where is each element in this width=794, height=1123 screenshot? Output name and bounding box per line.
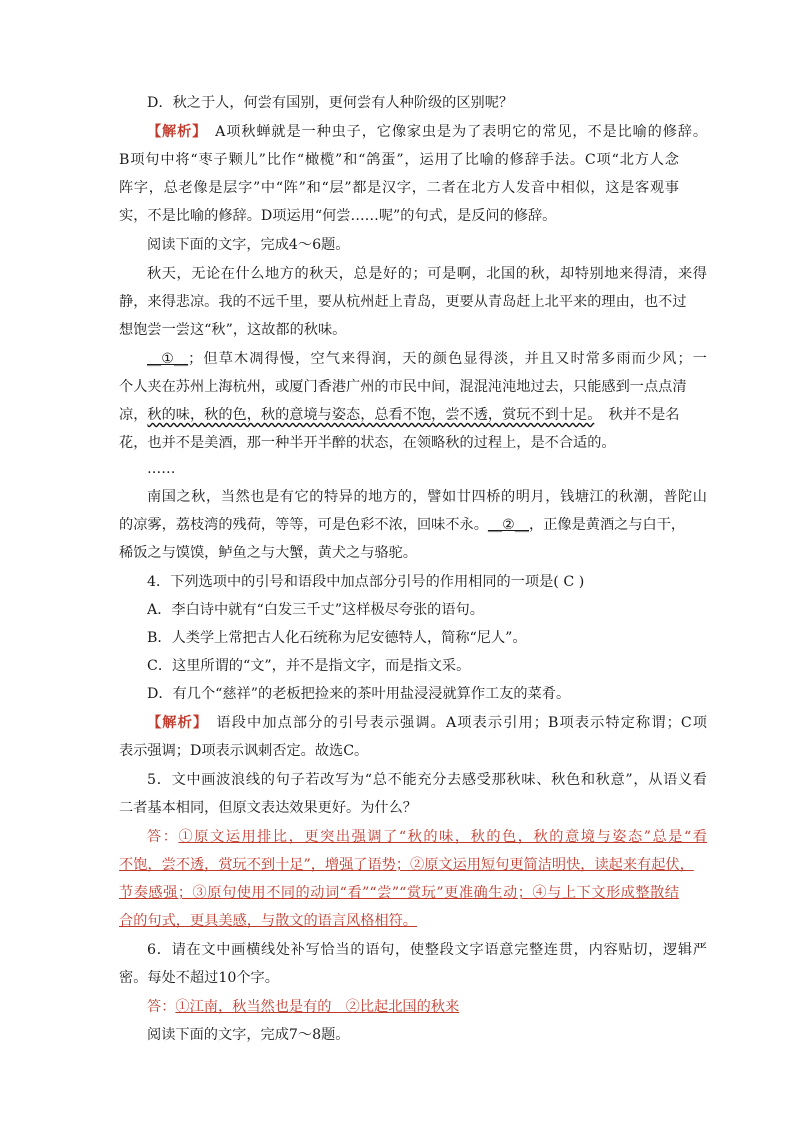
blank-1: __①__ <box>147 351 189 367</box>
option-text: C．这里所谓的“文”，并不是指文字，而是指文采。 <box>147 658 471 674</box>
passage-text: 稀饭之与馍馍，鲈鱼之与大蟹，黄犬之与骆驼。 <box>119 545 417 561</box>
passage-text: 南国之秋，当然也是有它的特异的地方的，譬如廿四桥的明月，钱塘江的秋潮，普陀山 <box>147 489 707 505</box>
analysis-text: 实，不是比喻的修辞。D项运用“何尝……呢”的句式，是反问的修辞。 <box>119 208 557 224</box>
option-text: A．李白诗中就有“白发三千丈”这样极尽夸张的语句。 <box>147 602 484 618</box>
analysis-text: B项句中将“枣子颗儿”比作“橄榄”和“鸽蛋”，运用了比喻的修辞手法。C项“北方人念 <box>119 152 679 168</box>
passage-line <box>119 404 679 426</box>
passage-line <box>119 376 687 398</box>
question-4-stem <box>119 571 707 593</box>
passage-text: 静，来得悲凉。我的不远千里，要从杭州赶上青岛，更要从青岛赶上北平来的理由，也不过 <box>119 294 687 310</box>
analysis-1-line <box>119 121 707 143</box>
passage-line <box>119 263 707 285</box>
analysis-4-line <box>119 205 679 227</box>
instruction-text: 阅读下面的文字，完成4～6题。 <box>147 237 350 253</box>
question-6-stem <box>119 967 679 989</box>
analysis-text: 语段中加点部分的引号表示强调。A项表示引用；B项表示特定称谓；C项 <box>216 715 707 731</box>
analysis-text: 表示强调；D项表示讽刺否定。故选C。 <box>119 743 369 759</box>
passage-text: 凉， <box>119 407 148 423</box>
option-text: D．有几个“慈祥”的老板把捡来的茶叶用盐浸浸就算作工友的菜肴。 <box>147 686 571 702</box>
passage-line <box>119 348 707 370</box>
option-text: B．人类学上常把古人化石统称为尼安德特人，简称“尼人”。 <box>147 630 527 646</box>
passage-text: ，正像是黄酒之与白干， <box>529 517 686 533</box>
answer-text: ①原文运用排比，更突出强调了“秋的味，秋的色，秋的意境与姿态”总是“看 <box>178 829 707 845</box>
analysis-3-line <box>119 177 679 199</box>
passage-text: 花，也并不是美酒，那一种半开半醉的状态，在领略秋的过程上，是不合适的。 <box>119 435 616 451</box>
passage-text: 秋并不是名 <box>608 407 680 423</box>
passage-text: 想饱尝一尝这“秋”，这故都的秋味。 <box>119 322 347 338</box>
answer-text: 合的句式，更具美感，与散文的语言风格相符。 <box>119 913 417 929</box>
answer-label: 答： <box>147 829 179 845</box>
passage-text: 个人夹在苏州上海杭州，或厦门香港广州的市民中间，混混沌沌地过去，只能感到一点点清 <box>119 379 687 395</box>
analysis-text: 阵字，总老像是层字”中“阵”和“层”都是汉字，二者在北方人发音中相似，这是客观事 <box>119 180 679 196</box>
answer-6-line <box>119 996 707 1018</box>
answer-text: 不饱，尝不透，赏玩不到十足”，增强了语势；②原文运用短句更简洁明快，读起来有起伏， <box>119 857 694 873</box>
instruction-text: 阅读下面的文字，完成7～8题。 <box>147 1027 350 1043</box>
question-text: 二者基本相同，但原文表达效果更好。为什么？ <box>119 800 417 816</box>
passage-text: 秋天，无论在什么地方的秋天，总是好的；可是啊，北国的秋，却特别地来得清，来得 <box>147 266 707 282</box>
blank-2: __②__ <box>487 517 529 533</box>
answer-5-line <box>119 854 694 876</box>
passage-line <box>119 486 707 508</box>
answer-5-line <box>119 826 707 848</box>
question-5-stem <box>119 769 707 791</box>
passage-line <box>119 432 679 454</box>
analysis-2-line <box>119 149 679 171</box>
option-d-text: D．秋之于人，何尝有国别，更何尝有人种阶级的区别呢？ <box>147 95 514 111</box>
passage-text: 的凉雾，荔枝湾的残荷，等等，可是色彩不浓，回味不永。 <box>119 517 488 533</box>
question-6-stem <box>119 939 707 961</box>
question-text: 4．下列选项中的引号和语段中加点部分引号的作用相同的一项是( C ) <box>147 574 585 590</box>
wavy-underlined-sentence: 秋的味，秋的色，秋的意境与姿态，总看不饱，尝不透，赏玩不到十足。 <box>147 407 595 423</box>
ellipsis-line <box>119 458 707 480</box>
reading-instruction <box>119 1024 707 1046</box>
question-4-option-c <box>119 655 707 677</box>
question-4-option-a <box>119 599 707 621</box>
answer-label: 答： <box>147 999 176 1015</box>
ellipsis: …… <box>147 461 176 477</box>
question-4-option-b <box>119 627 707 649</box>
option-d-line <box>119 92 707 114</box>
passage-line <box>119 319 679 341</box>
answer-5-line <box>119 882 679 904</box>
reading-instruction <box>119 234 707 256</box>
passage-line <box>119 514 686 536</box>
answer-text: ①江南，秋当然也是有的 ②比起北国的秋来 <box>175 999 460 1015</box>
analysis-tag: 【解析】 <box>147 124 201 140</box>
analysis-q4-line <box>119 712 707 734</box>
question-5-stem <box>119 797 679 819</box>
analysis-tag: 【解析】 <box>147 715 202 731</box>
question-text: 6．请在文中画横线处补写恰当的语句，使整段文字语意完整连贯，内容贴切，逻辑严 <box>147 942 707 958</box>
passage-line <box>119 542 679 564</box>
answer-5-line <box>119 910 679 932</box>
passage-line <box>119 291 687 313</box>
question-text: 5．文中画波浪线的句子若改写为“总不能充分去感受那秋味、秋色和秋意”，从语义看 <box>147 772 707 788</box>
question-4-option-d <box>119 683 707 705</box>
question-text: 密。每处不超过10个字。 <box>119 970 279 986</box>
passage-text: ；但草木凋得慢，空气来得润，天的颜色显得淡，并且又时常多雨而少风；一 <box>188 351 707 367</box>
answer-text: 节奏感强；③原句使用不同的动词“看”“尝”“赏玩”更准确生动；④与上下文形成整散结 <box>119 885 679 901</box>
analysis-text: A项秋蝉就是一种虫子，它像家虫是为了表明它的常见，不是比喻的修辞。 <box>215 124 708 140</box>
analysis-q4-line <box>119 740 679 762</box>
